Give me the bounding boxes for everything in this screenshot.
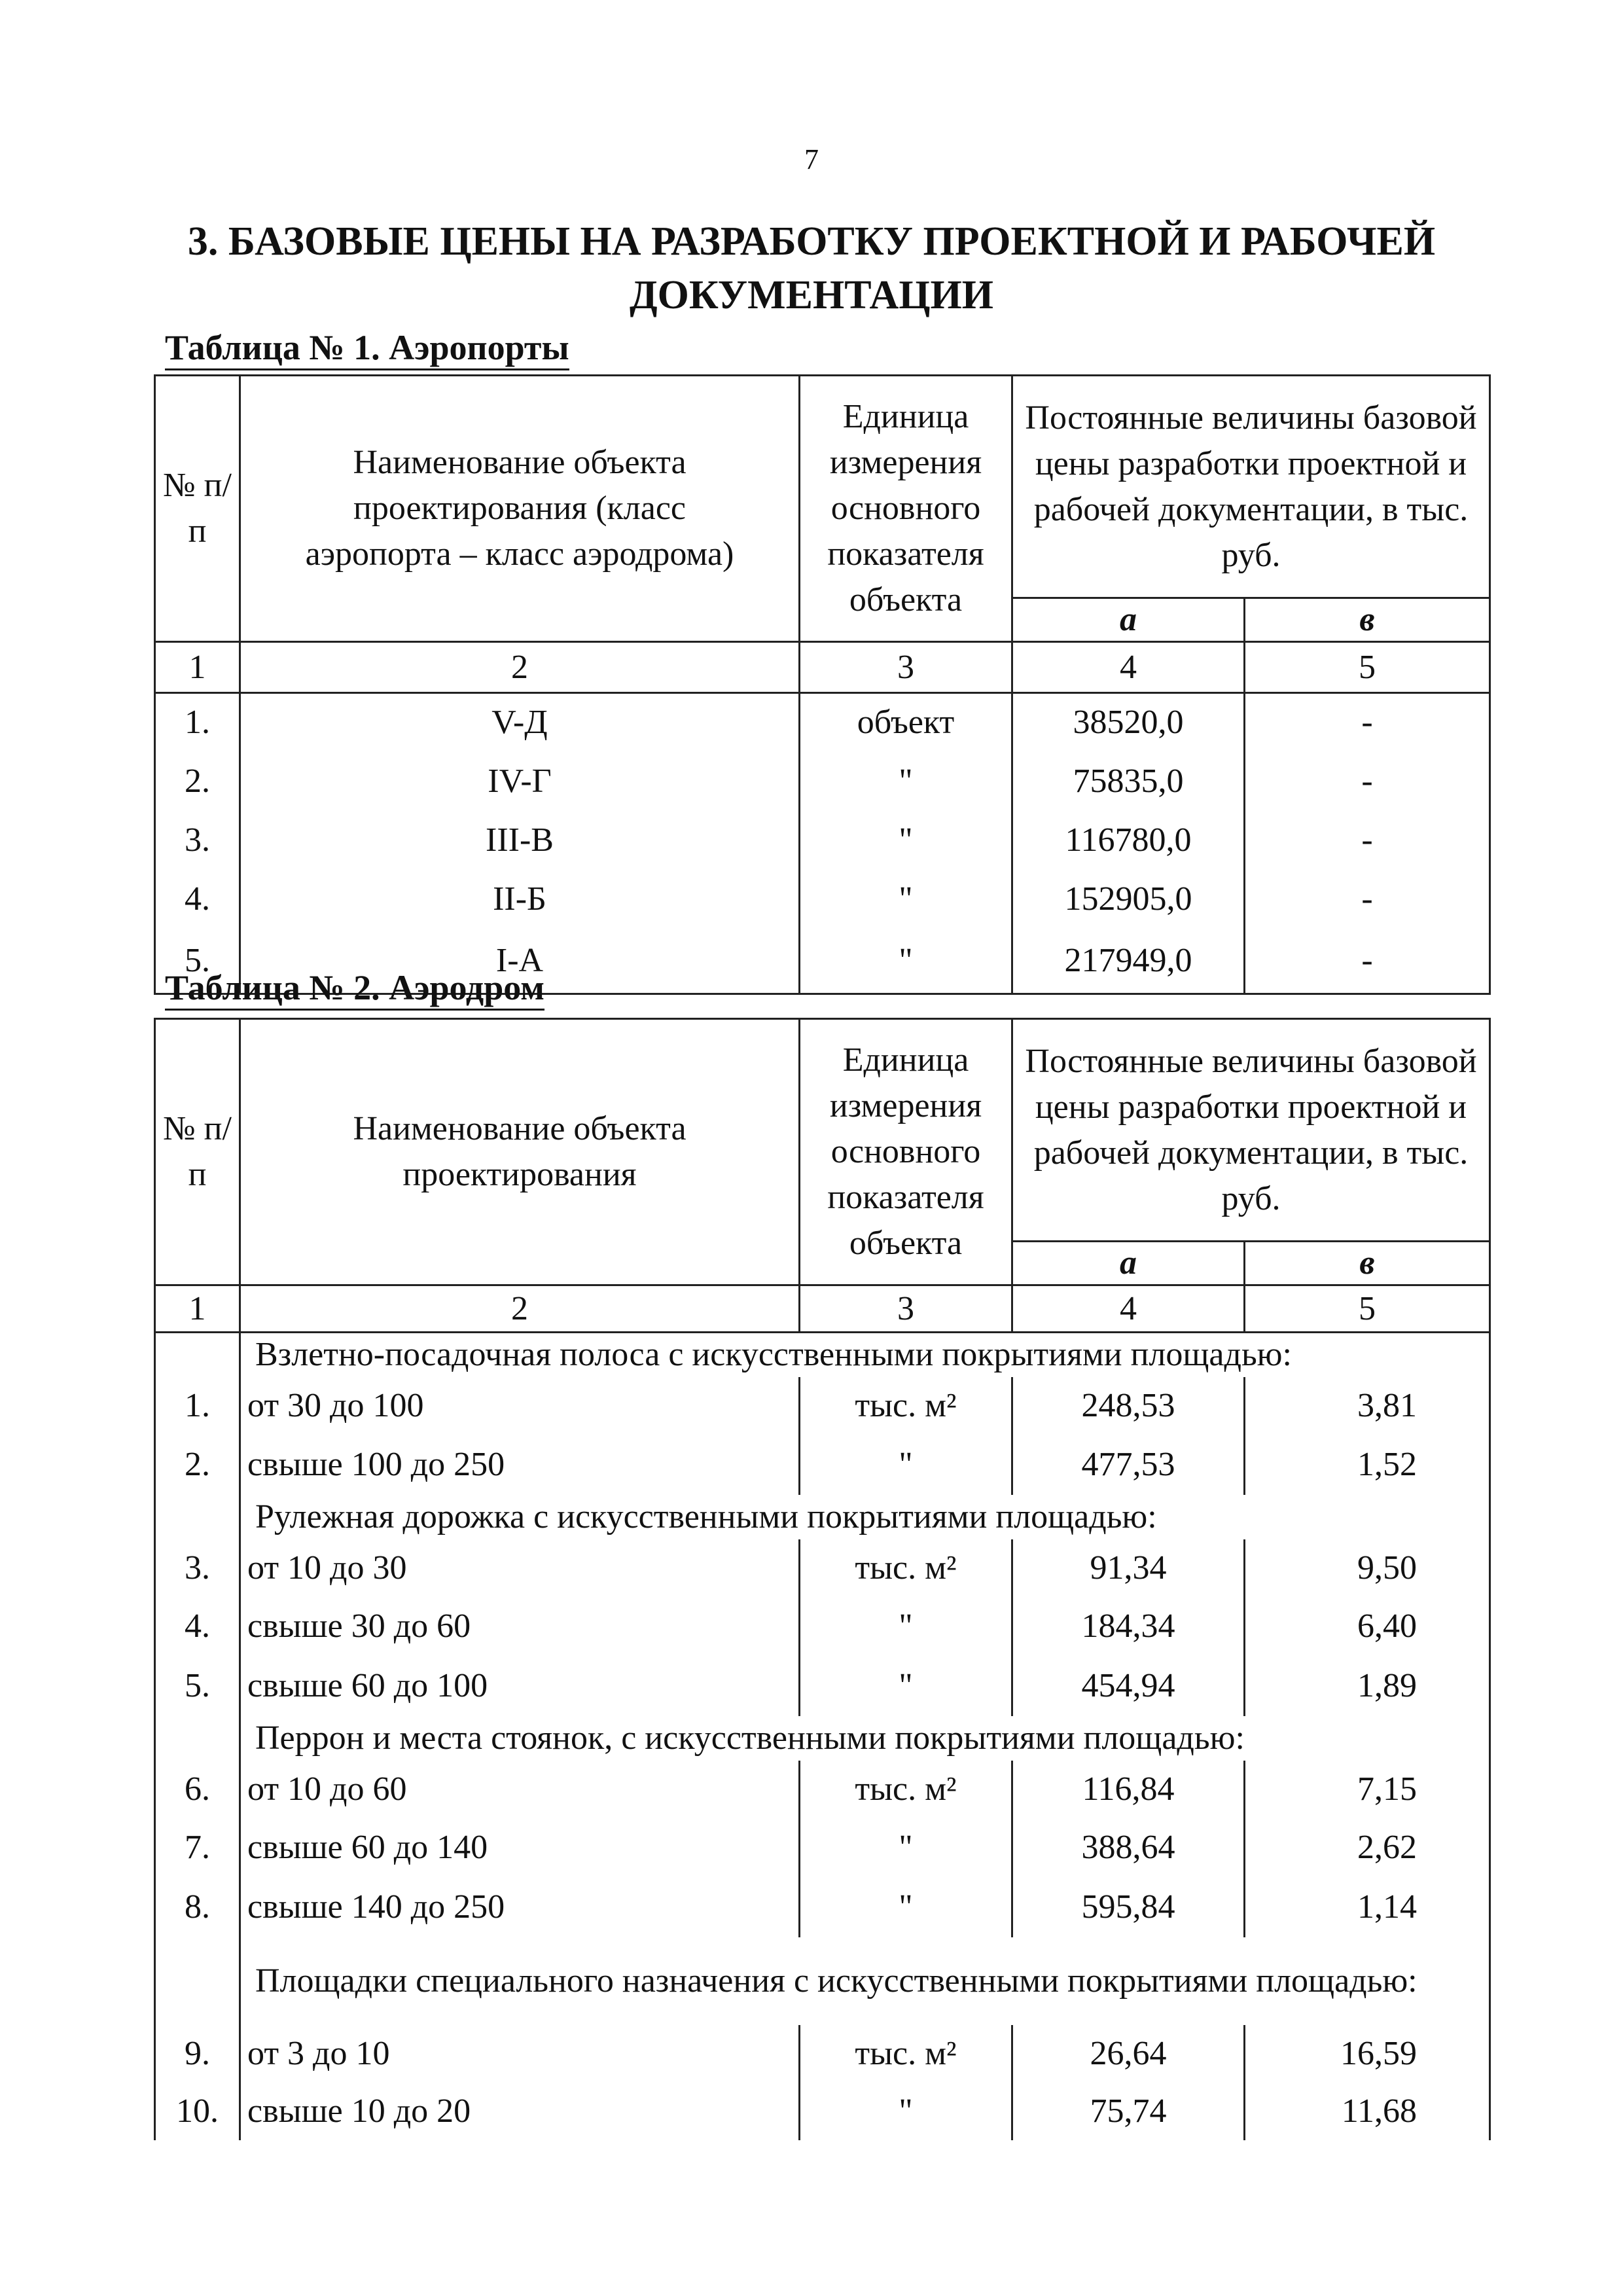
row-num: 3. — [155, 811, 240, 870]
group-title: Рулежная дорожка с искусственными покрытиями площадью: — [240, 1495, 1490, 1539]
row-unit: " — [800, 1656, 1012, 1716]
row-name: свыше 60 до 140 — [240, 1818, 800, 1877]
row-b: - — [1245, 929, 1490, 994]
row-a: 116,84 — [1012, 1761, 1245, 1818]
row-b: - — [1245, 693, 1490, 752]
table-row — [155, 1761, 1490, 1818]
row-b: - — [1245, 811, 1490, 870]
row-a: 38520,0 — [1012, 693, 1245, 752]
t2-colnum: 3 — [800, 1285, 1012, 1333]
row-unit: " — [800, 1435, 1012, 1495]
table-row — [155, 2025, 1490, 2083]
table-row — [155, 811, 1490, 870]
table2-caption — [165, 967, 544, 1008]
t1-header-b: в — [1245, 598, 1490, 642]
row-name: IV-Г — [240, 752, 800, 811]
row-name: III-В — [240, 811, 800, 870]
t1-header-const: Постоянные величины базовой цены разработки проектной и рабочей документации, в тыс. руб. — [1012, 376, 1490, 598]
group-title: Перрон и места стоянок, с искусственными покрытиями площадью: — [240, 1716, 1490, 1761]
t2-header-a: а — [1012, 1242, 1245, 1285]
row-num: 7. — [155, 1818, 240, 1877]
t2-colnum: 2 — [240, 1285, 800, 1333]
t1-header-name: Наименование объекта проектирования (класс аэропорта – класс аэродрома) — [240, 376, 800, 642]
table-row — [155, 1818, 1490, 1877]
row-num: 4. — [155, 1597, 240, 1656]
row-name: свыше 60 до 100 — [240, 1656, 800, 1716]
row-b: 11,68 — [1245, 2083, 1490, 2140]
row-unit: объект — [800, 693, 1012, 752]
t2-header-unit: Единица измерения основного показателя объекта — [800, 1019, 1012, 1285]
row-num: 5. — [155, 1656, 240, 1716]
t1-colnum: 3 — [800, 642, 1012, 693]
section-title — [157, 215, 1466, 322]
row-name: свыше 140 до 250 — [240, 1877, 800, 1937]
t1-colnum: 4 — [1012, 642, 1245, 693]
row-name: свыше 30 до 60 — [240, 1597, 800, 1656]
row-unit: " — [800, 870, 1012, 929]
row-unit: тыс. м² — [800, 2025, 1012, 2083]
table1-caption — [165, 327, 569, 368]
empty-cell — [155, 1716, 240, 1761]
t1-header-unit: Единица измерения основного показателя объекта — [800, 376, 1012, 642]
row-unit: " — [800, 929, 1012, 994]
table-row — [155, 693, 1490, 752]
empty-cell — [155, 1937, 240, 2025]
empty-cell — [155, 1333, 240, 1377]
table-row — [155, 1656, 1490, 1716]
row-num: 2. — [155, 752, 240, 811]
row-a: 91,34 — [1012, 1539, 1245, 1597]
table1-caption-text: Таблица № 1. Аэропорты — [165, 328, 569, 370]
row-name: от 30 до 100 — [240, 1377, 800, 1435]
row-name: II-Б — [240, 870, 800, 929]
row-a: 75835,0 — [1012, 752, 1245, 811]
t2-colnum: 4 — [1012, 1285, 1245, 1333]
row-name: V-Д — [240, 693, 800, 752]
t2-header-num: № п/п — [155, 1019, 240, 1285]
table-row — [155, 1597, 1490, 1656]
t1-colnum: 2 — [240, 642, 800, 693]
row-unit: " — [800, 1597, 1012, 1656]
row-num: 1. — [155, 1377, 240, 1435]
table-aerodrome — [154, 1018, 1491, 2140]
row-num: 5. — [155, 929, 240, 994]
row-num: 9. — [155, 2025, 240, 2083]
table-row — [155, 1877, 1490, 1937]
row-unit: " — [800, 1877, 1012, 1937]
row-a: 477,53 — [1012, 1435, 1245, 1495]
t2-column-numbers — [155, 1285, 1490, 1333]
table-row — [155, 2083, 1490, 2140]
row-name: от 10 до 30 — [240, 1539, 800, 1597]
row-name: I-А — [240, 929, 800, 994]
group-header-row — [155, 1333, 1490, 1377]
row-unit: тыс. м² — [800, 1539, 1012, 1597]
empty-cell — [155, 1495, 240, 1539]
row-name: свыше 100 до 250 — [240, 1435, 800, 1495]
t2-header-b: в — [1245, 1242, 1490, 1285]
row-b: - — [1245, 870, 1490, 929]
row-name: от 10 до 60 — [240, 1761, 800, 1818]
row-num: 6. — [155, 1761, 240, 1818]
table-row — [155, 1377, 1490, 1435]
table-row — [155, 1435, 1490, 1495]
row-b: 1,52 — [1245, 1435, 1490, 1495]
row-b: 3,81 — [1245, 1377, 1490, 1435]
table-row — [155, 752, 1490, 811]
t2-header-const: Постоянные величины базовой цены разработки проектной и рабочей документации, в тыс. руб. — [1012, 1019, 1490, 1242]
row-b: 9,50 — [1245, 1539, 1490, 1597]
row-num: 10. — [155, 2083, 240, 2140]
row-a: 116780,0 — [1012, 811, 1245, 870]
row-a: 152905,0 — [1012, 870, 1245, 929]
t2-colnum: 1 — [155, 1285, 240, 1333]
row-num: 1. — [155, 693, 240, 752]
row-a: 26,64 — [1012, 2025, 1245, 2083]
row-name: от 3 до 10 — [240, 2025, 800, 2083]
row-num: 2. — [155, 1435, 240, 1495]
row-unit: " — [800, 811, 1012, 870]
table-row — [155, 870, 1490, 929]
t1-header-a: а — [1012, 598, 1245, 642]
row-a: 595,84 — [1012, 1877, 1245, 1937]
section-title-line1: 3. БАЗОВЫЕ ЦЕНЫ НА РАЗРАБОТКУ ПРОЕКТНОЙ И РАБОЧЕЙ — [187, 219, 1436, 264]
row-b: 2,62 — [1245, 1818, 1490, 1877]
row-a: 184,34 — [1012, 1597, 1245, 1656]
row-a: 217949,0 — [1012, 929, 1245, 994]
group-title: Площадки специального назначения с искусственными покрытиями площадью: — [240, 1937, 1490, 2025]
row-a: 454,94 — [1012, 1656, 1245, 1716]
row-a: 388,64 — [1012, 1818, 1245, 1877]
group-header-row — [155, 1937, 1490, 2025]
row-b: 7,15 — [1245, 1761, 1490, 1818]
group-header-row — [155, 1495, 1490, 1539]
group-header-row — [155, 1716, 1490, 1761]
table-airports — [154, 374, 1491, 995]
row-num: 3. — [155, 1539, 240, 1597]
t1-colnum: 1 — [155, 642, 240, 693]
t1-column-numbers — [155, 642, 1490, 693]
row-unit: " — [800, 2083, 1012, 2140]
row-b: 1,14 — [1245, 1877, 1490, 1937]
row-b: 16,59 — [1245, 2025, 1490, 2083]
group-title: Взлетно-посадочная полоса с искусственными покрытиями площадью: — [240, 1333, 1490, 1377]
t1-colnum: 5 — [1245, 642, 1490, 693]
row-unit: тыс. м² — [800, 1761, 1012, 1818]
row-num: 8. — [155, 1877, 240, 1937]
row-b: 1,89 — [1245, 1656, 1490, 1716]
table-row — [155, 1539, 1490, 1597]
table2-caption-text: Таблица № 2. Аэродром — [165, 968, 544, 1011]
row-unit: " — [800, 1818, 1012, 1877]
t2-colnum: 5 — [1245, 1285, 1490, 1333]
row-unit: " — [800, 752, 1012, 811]
row-unit: тыс. м² — [800, 1377, 1012, 1435]
t2-header-name: Наименование объекта проектирования — [240, 1019, 800, 1285]
row-name: свыше 10 до 20 — [240, 2083, 800, 2140]
t1-header-num: № п/п — [155, 376, 240, 642]
row-b: 6,40 — [1245, 1597, 1490, 1656]
row-a: 248,53 — [1012, 1377, 1245, 1435]
row-a: 75,74 — [1012, 2083, 1245, 2140]
row-num: 4. — [155, 870, 240, 929]
section-title-line2: ДОКУМЕНТАЦИИ — [630, 273, 993, 317]
page-number: 7 — [804, 143, 819, 175]
row-b: - — [1245, 752, 1490, 811]
